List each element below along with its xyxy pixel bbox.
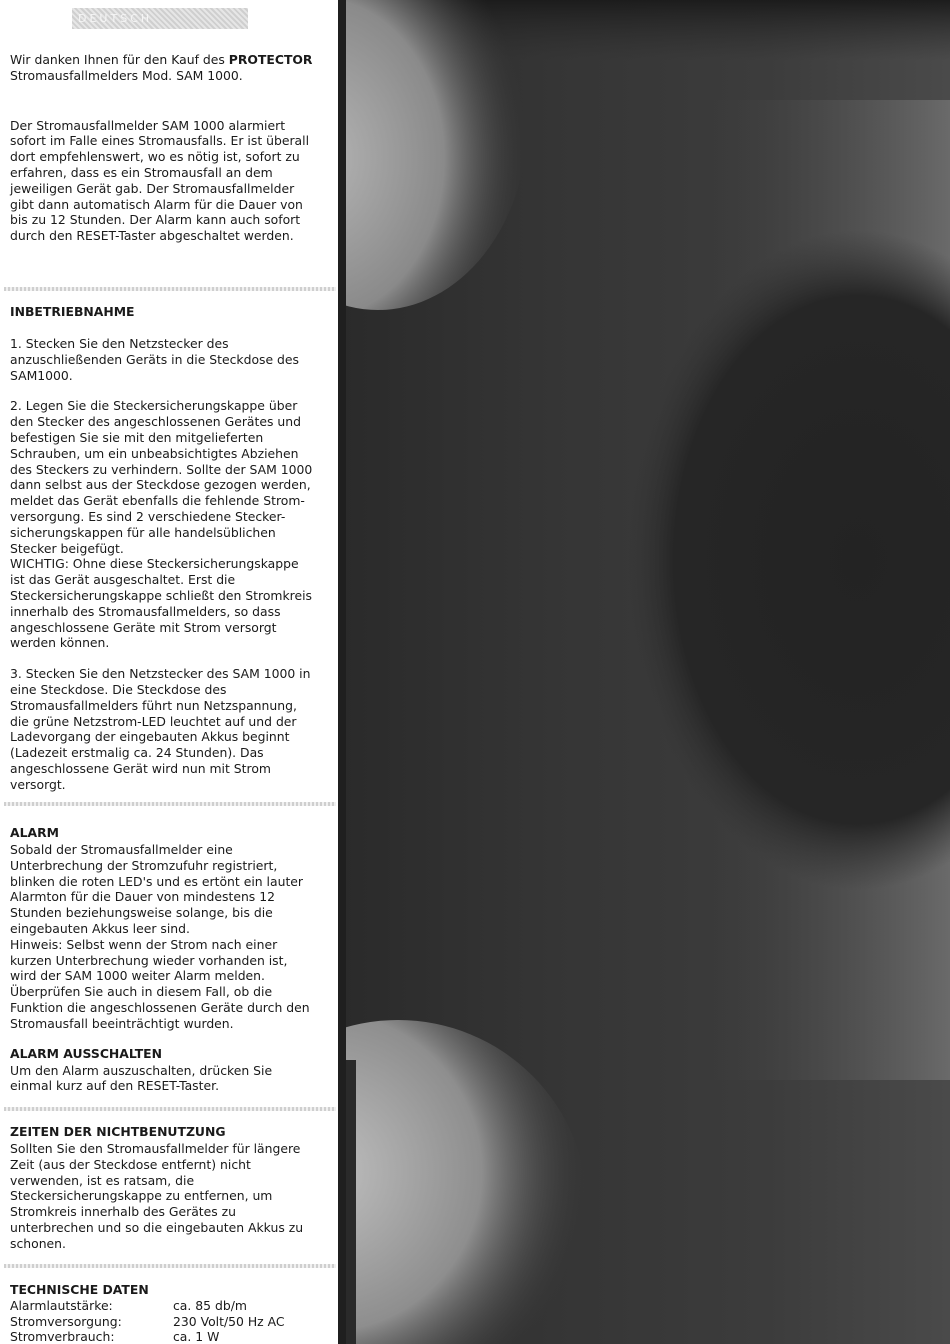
spec-value: 230 Volt/50 Hz AC: [173, 1313, 285, 1329]
setup-step-3: 3. Stecken Sie den Netzstecker des SAM 1000 in eine Steckdose. Die Steckdose des Stromausfallmelders führt nun Netzspannung, die grüne Netzstrom-LED leuchtet auf und der Ladevorgang der eingebauten Akkus beginnt (Ladezeit erstmalig ca. 24 Stunden). Das angeschlossene Gerät wird nun mit Strom versorgt.: [10, 666, 311, 792]
intro-thanks-suffix: Stromausfallmelders Mod. SAM 1000.: [10, 67, 243, 83]
spec-row: [10, 1298, 330, 1314]
setup-section: [10, 304, 315, 793]
specs-heading-block: [10, 1282, 315, 1299]
setup-step-2: 2. Legen Sie die Steckersicherungskappe über den Stecker des angeschlossenen Gerätes und befestigen Sie sie mit den mitgelieferten Schrauben, um ein unbeabsichtigtes Abziehen des Steckers zu verhindern. Sollte der SAM 1000 dann selbst aus der Steckdose gezogen werden, meldet das Gerät ebenfalls die fehlende Strom-versorgung. Es sind 2 verschiedene Stecker-sicherungskappen für alle handelsüblichen Stecker beigefügt.: [10, 398, 313, 556]
alarm-text: Sobald der Stromausfallmelder eine Unterbrechung der Stromzufuhr registriert, blinken die roten LED's und es ertönt ein lauter Alarmton für die Dauer von mindestens 12 Stunden beziehungsweise solange, bis die eingebauten Akkus leer sind.: [10, 842, 304, 936]
spec-label: Stromversorgung:: [10, 1313, 122, 1329]
intro-description: Der Stromausfallmelder SAM 1000 alarmiert sofort im Falle eines Stromausfalls. Er ist überall dort empfehlenswert, wo es nötig ist, sofort zu erfahren, dass es ein Stromausfall an dem jeweiligen Gerät gab. Der Stromausfallmelder gibt dann automatisch Alarm für die Dauer von bis zu 12 Stunden. Der Alarm kann auch sofort durch den RESET-Taster abgeschaltet werden.: [10, 117, 310, 244]
spec-value: ca. 85 db/m: [173, 1298, 247, 1313]
section-divider: [4, 1264, 336, 1268]
setup-warning: WICHTIG: Ohne diese Steckersicherungskappe ist das Gerät ausgeschaltet. Erst die Steckersicherungskappe schließt den Stromkreis innerhalb des Stromausfallmelders, so dass angeschlossene Geräte mit Strom versorgt werden können.: [10, 556, 312, 651]
storage-section: [10, 1124, 315, 1252]
alarm-off-heading: ALARM AUSSCHALTEN: [10, 1045, 163, 1061]
spec-value: ca. 1 W: [173, 1329, 220, 1344]
section-divider: [4, 287, 336, 291]
product-photo-graphic: [338, 0, 950, 1344]
alarm-heading: ALARM: [10, 825, 59, 840]
intro-thanks-prefix: Wir danken Ihnen für den Kauf des: [10, 52, 225, 67]
spec-label: Stromverbrauch:: [10, 1329, 115, 1344]
spec-row: [10, 1329, 330, 1344]
alarm-hint: Hinweis: Selbst wenn der Strom nach einer kurzen Unterbrechung wieder vorhanden ist, wird der SAM 1000 weiter Alarm melden. Überprüfen Sie auch in diesem Fall, ob die Funktion die angeschlossenen Geräte durch den Stromausfall beeinträchtigt wurden.: [10, 936, 310, 1031]
storage-text: Sollten Sie den Stromausfallmelder für längere Zeit (aus der Steckdose entfernt) nicht verwenden, ist es ratsam, die Steckersicherungskappe zu entfernen, um Stromkreis innerhalb des Gerätes zu unterbrechen und so die eingebauten Akkus zu schonen.: [10, 1141, 304, 1251]
spec-label: Alarmlautstärke:: [10, 1298, 113, 1313]
setup-heading: INBETRIEBNAHME: [10, 304, 135, 319]
brand-name: PROTECTOR: [228, 52, 313, 67]
intro-thanks: [10, 52, 315, 84]
alarm-section: [10, 825, 315, 1094]
section-divider: [4, 1107, 336, 1111]
alarm-off-text: Um den Alarm auszuschalten, drücken Sie einmal kurz auf den RESET-Taster.: [10, 1062, 273, 1094]
language-tab: DEUTSCH: [72, 8, 248, 29]
specs-table: [10, 1298, 330, 1344]
setup-step-1: 1. Stecken Sie den Netzstecker des anzuschließenden Geräts in die Steckdose des SAM1000.: [10, 336, 300, 383]
intro-section: [10, 52, 315, 244]
section-divider: [4, 802, 336, 806]
spec-row: [10, 1314, 330, 1330]
text-column: [0, 0, 338, 1344]
storage-heading: ZEITEN DER NICHTBENUTZUNG: [10, 1124, 226, 1139]
product-photo: [338, 0, 950, 1344]
specs-heading: TECHNISCHE DATEN: [10, 1282, 149, 1297]
